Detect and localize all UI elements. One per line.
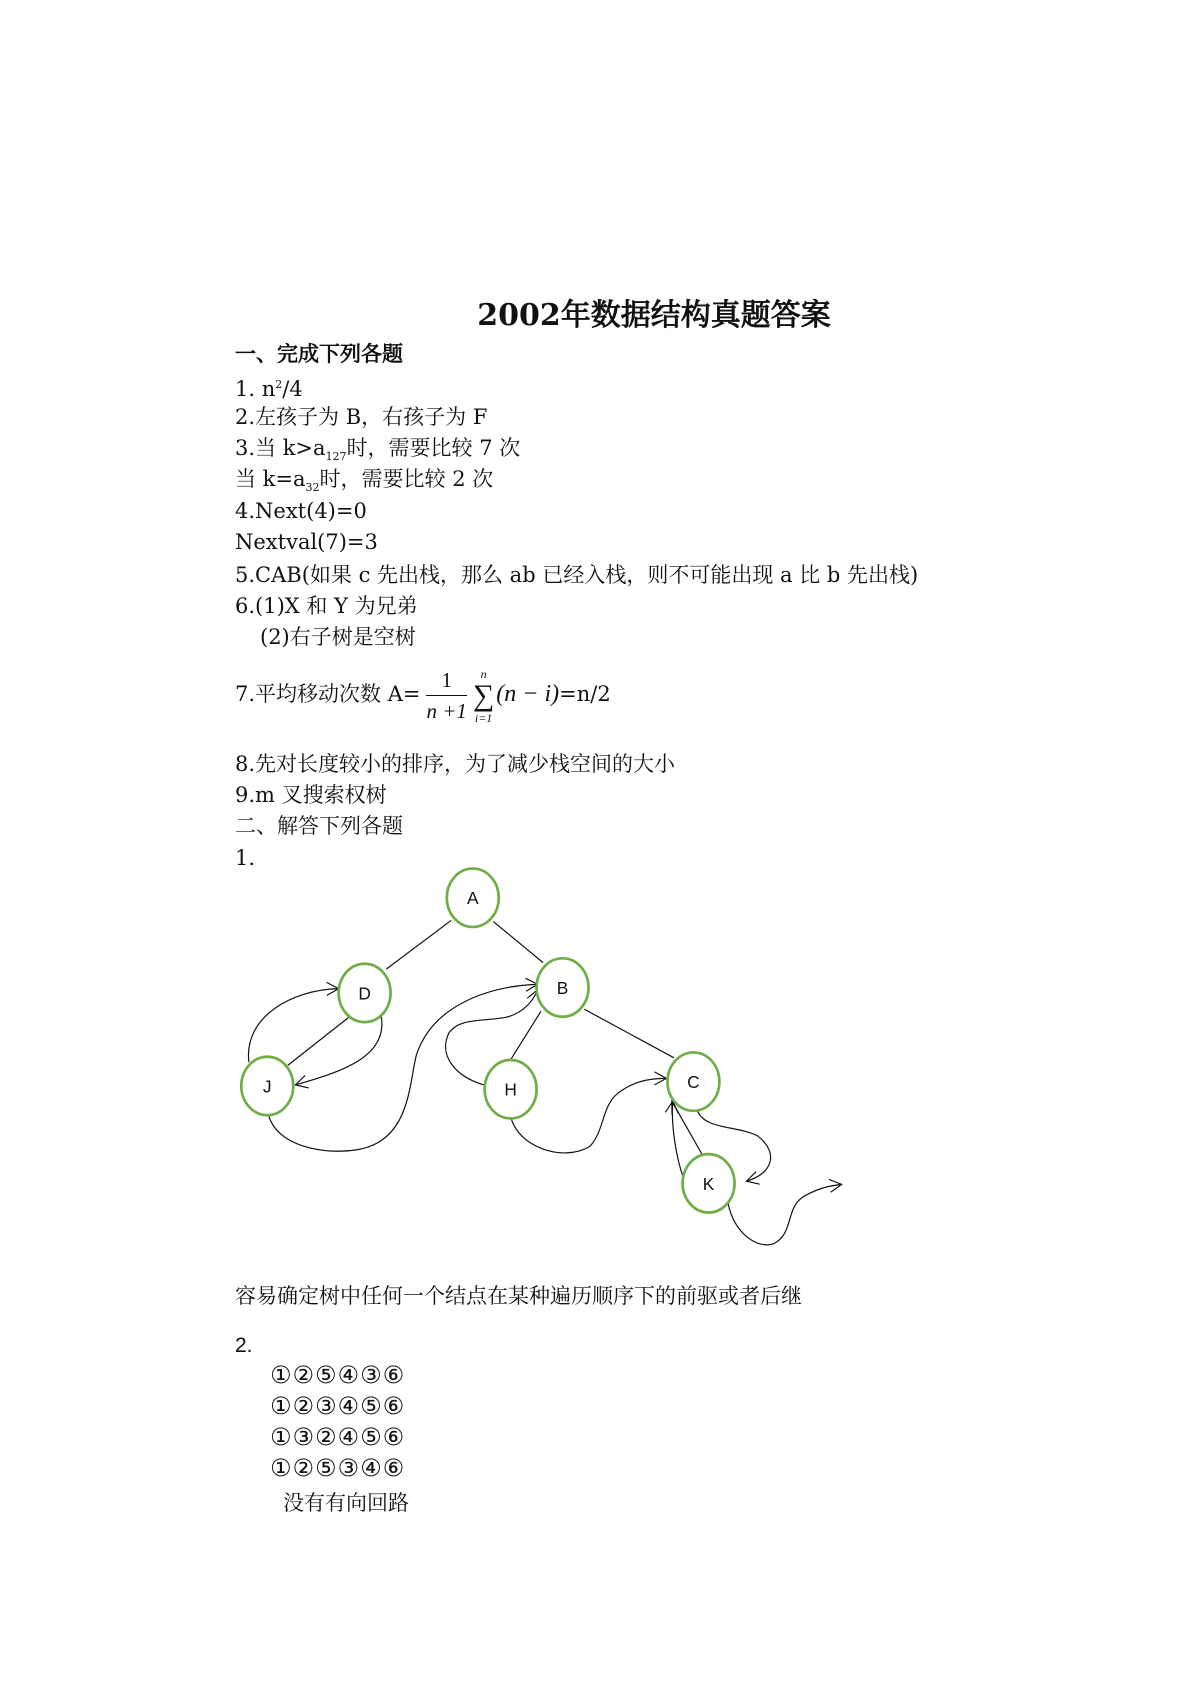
- thread-k-out: [728, 1184, 842, 1245]
- answer-3b-sub: 32: [305, 481, 320, 495]
- tree-node-b: [537, 958, 589, 1016]
- node-label: H: [504, 1079, 517, 1100]
- tree-node-h: [485, 1060, 537, 1118]
- sum-lower-limit: i=1: [474, 710, 493, 725]
- fraction-numerator: 1: [426, 665, 466, 696]
- tree-node-c: [667, 1052, 719, 1110]
- answer-4b: Nextval(7)=3: [235, 530, 378, 554]
- sum-term: (n − i): [496, 681, 560, 707]
- answer-3a-pre: 3.当 k>a: [235, 436, 326, 460]
- node-label: J: [262, 1076, 272, 1097]
- sigma-symbol: ∑: [472, 678, 495, 712]
- tree-node-d: [339, 964, 391, 1022]
- answer-7-pre: 7.平均移动次数 A=: [235, 682, 421, 706]
- node-label: B: [556, 978, 569, 999]
- sequence-row: ①②⑤④③⑥: [270, 1361, 406, 1389]
- edge-b-c: [584, 1009, 674, 1058]
- edge-b-h: [508, 1011, 540, 1063]
- sequence-row: ①②⑤③④⑥: [270, 1454, 406, 1482]
- node-label: A: [467, 888, 479, 909]
- edge-d-j: [288, 1017, 350, 1066]
- node-label: K: [702, 1173, 715, 1194]
- fraction-denominator: n +1: [426, 699, 467, 723]
- answer-3b-post: 时，需要比较 2 次: [319, 467, 494, 491]
- answer-7-post: =n/2: [559, 682, 611, 706]
- section1-heading: 一、完成下列各题: [235, 342, 403, 366]
- section2-q1-label: 1.: [235, 846, 256, 870]
- answer-5: 5.CAB(如果 c 先出栈，那么 ab 已经入栈，则不可能出现 a 比 b 先出栈): [235, 563, 919, 587]
- section2-q2-label: 2.: [235, 1334, 253, 1357]
- page-title: 2002年数据结构真题答案: [477, 298, 831, 333]
- sequence-row: ①②③④⑤⑥: [270, 1392, 406, 1420]
- answer-3a-sub: 127: [325, 450, 347, 464]
- answer-9: 9.m 叉搜索权树: [235, 783, 387, 807]
- tree-node-j: [241, 1057, 293, 1115]
- answer-2: 2.左孩子为 B，右孩子为 F: [235, 405, 488, 429]
- answer-6a: 6.(1)X 和 Y 为兄弟: [235, 594, 418, 618]
- answer-4a: 4.Next(4)=0: [235, 499, 367, 523]
- answer-8: 8.先对长度较小的排序，为了减少栈空间的大小: [235, 752, 676, 776]
- section2-q2-answer: 没有有向回路: [283, 1491, 409, 1515]
- answer-3a-post: 时，需要比较 7 次: [346, 436, 521, 460]
- section2-q1-answer: 容易确定树中任何一个结点在某种遍历顺序下的前驱或者后继: [235, 1284, 802, 1308]
- node-label: D: [358, 983, 371, 1004]
- edge-a-d: [386, 920, 451, 969]
- section2-heading: 二、解答下列各题: [235, 814, 403, 838]
- answer-1-post: /4: [282, 377, 303, 401]
- answer-6b: (2)右子树是空树: [260, 625, 416, 649]
- edge-a-b: [493, 922, 543, 963]
- answer-3b-pre: 当 k=a: [235, 467, 306, 491]
- node-label: C: [687, 1072, 700, 1093]
- tree-node-k: [683, 1154, 735, 1212]
- sum-upper-limit: n: [480, 666, 487, 681]
- answer-1-pre: 1. n: [235, 377, 276, 401]
- sequence-row: ①③②④⑤⑥: [270, 1423, 406, 1451]
- sequence-list: [270, 1360, 405, 1484]
- tree-node-a: [447, 869, 499, 927]
- thread-j-d: [248, 989, 338, 1063]
- answer-1-sup: 2: [275, 378, 283, 391]
